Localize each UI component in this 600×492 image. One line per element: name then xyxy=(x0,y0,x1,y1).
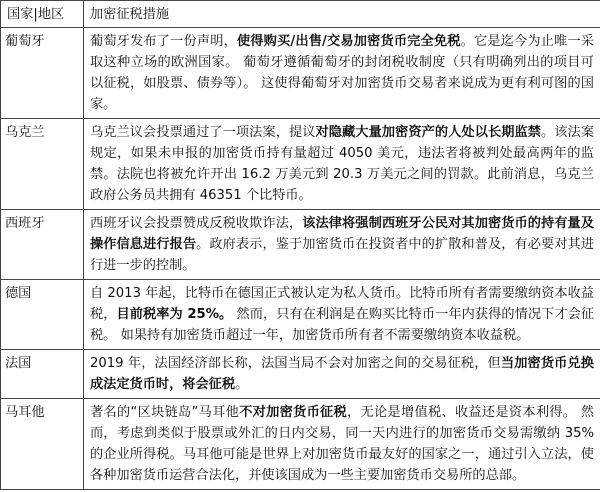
measure-text: 。 xyxy=(235,377,249,392)
measure-cell xyxy=(84,210,600,280)
country-cell: 法国 xyxy=(1,350,84,399)
measure-text: 乌克兰议会投票通过了一项法案，提议 xyxy=(90,125,316,140)
header-country: 国家|地区 xyxy=(1,1,84,28)
measure-highlight: 该法律将强制西班牙公民对其加密货币的持有量及操作信息进行报告 xyxy=(90,216,595,252)
table-row xyxy=(1,350,600,399)
measure-text: 西班牙议会投票赞成反税收欺诈法， xyxy=(90,216,303,231)
measure-highlight: 目前税率为 25%。 xyxy=(116,307,233,322)
measure-text: 然而，只有在利润是在购买比特币一年内获得的情况下才会征税。 如果持有加密货币超过一年，加密货币所有者不需要缴纳资本收益税。 xyxy=(90,307,595,343)
measure-cell xyxy=(84,28,600,119)
country-cell: 马耳他 xyxy=(1,399,84,490)
country-cell: 德国 xyxy=(1,280,84,350)
table-row xyxy=(1,210,600,280)
country-cell: 葡萄牙 xyxy=(1,28,84,119)
measure-cell xyxy=(84,280,600,350)
measure-text: 葡萄牙发布了一份声明， xyxy=(90,34,237,49)
table-row xyxy=(1,119,600,210)
country-cell: 西班牙 xyxy=(1,210,84,280)
measure-text: 。该法案规定，如果未申报的加密货币持有量超过 4050 美元，违法者将被判处最高两年的监禁。法院也将被允许开出 16.2 万美元到 20.3 万美元之间的罚款。此前消息，乌克兰政府公务员共拥有 46351 个比特币。 xyxy=(90,125,595,203)
measure-cell xyxy=(84,350,600,399)
header-measures: 加密征税措施 xyxy=(84,1,600,28)
measure-highlight: 不对加密货币征税 xyxy=(239,405,348,420)
table-row xyxy=(1,399,600,490)
measure-cell xyxy=(84,399,600,490)
measure-text: 自 2013 年起，比特币在德国正式被认定为私人货币。比特币所有者需要缴纳资本收益税， xyxy=(90,286,594,322)
table-header-row xyxy=(1,1,600,28)
table-row xyxy=(1,280,600,350)
measure-highlight: 对隐藏大量加密资产的人处以长期监禁 xyxy=(315,125,542,140)
measure-text: 。它是迄今为止唯一采取这种立场的欧洲国家。 葡萄牙遵循葡萄牙的封闭税收制度（只有明确列出的项目可以征税，如股票、债券等）。 这使得葡萄牙对加密货币交易者来说成为更有利可图的国家。 xyxy=(90,34,595,112)
measure-text: 2019 年，法国经济部长称，法国当局不会对加密之间的交易征税，但 xyxy=(90,356,501,371)
measure-text: 著名的“区块链岛”马耳他 xyxy=(90,405,240,420)
measure-text: 。政府表示，鉴于加密货币在投资者中的扩散和普及，有必要对其进行进一步的控制。 xyxy=(90,237,595,273)
table-row xyxy=(1,28,600,119)
measure-highlight: 使得购买/出售/交易加密货币完全免税 xyxy=(236,34,461,49)
country-cell: 乌克兰 xyxy=(1,119,84,210)
measure-text: ，无论是增值税、收益还是资本利得。 然而，考虑到类似于股票或外汇的日内交易，同一天内进行的加密货币交易需缴纳 35%的企业所得税。马耳他可能是世界上对加密货币最友好的国家之一，通过引入立法，使各种加密货币运营合法化，并使该国成为一些主要加密货币交易所的总部。 xyxy=(90,405,595,483)
measure-highlight: 当加密货币兑换成法定货币时，将会征税 xyxy=(90,356,594,392)
measure-cell xyxy=(84,119,600,210)
